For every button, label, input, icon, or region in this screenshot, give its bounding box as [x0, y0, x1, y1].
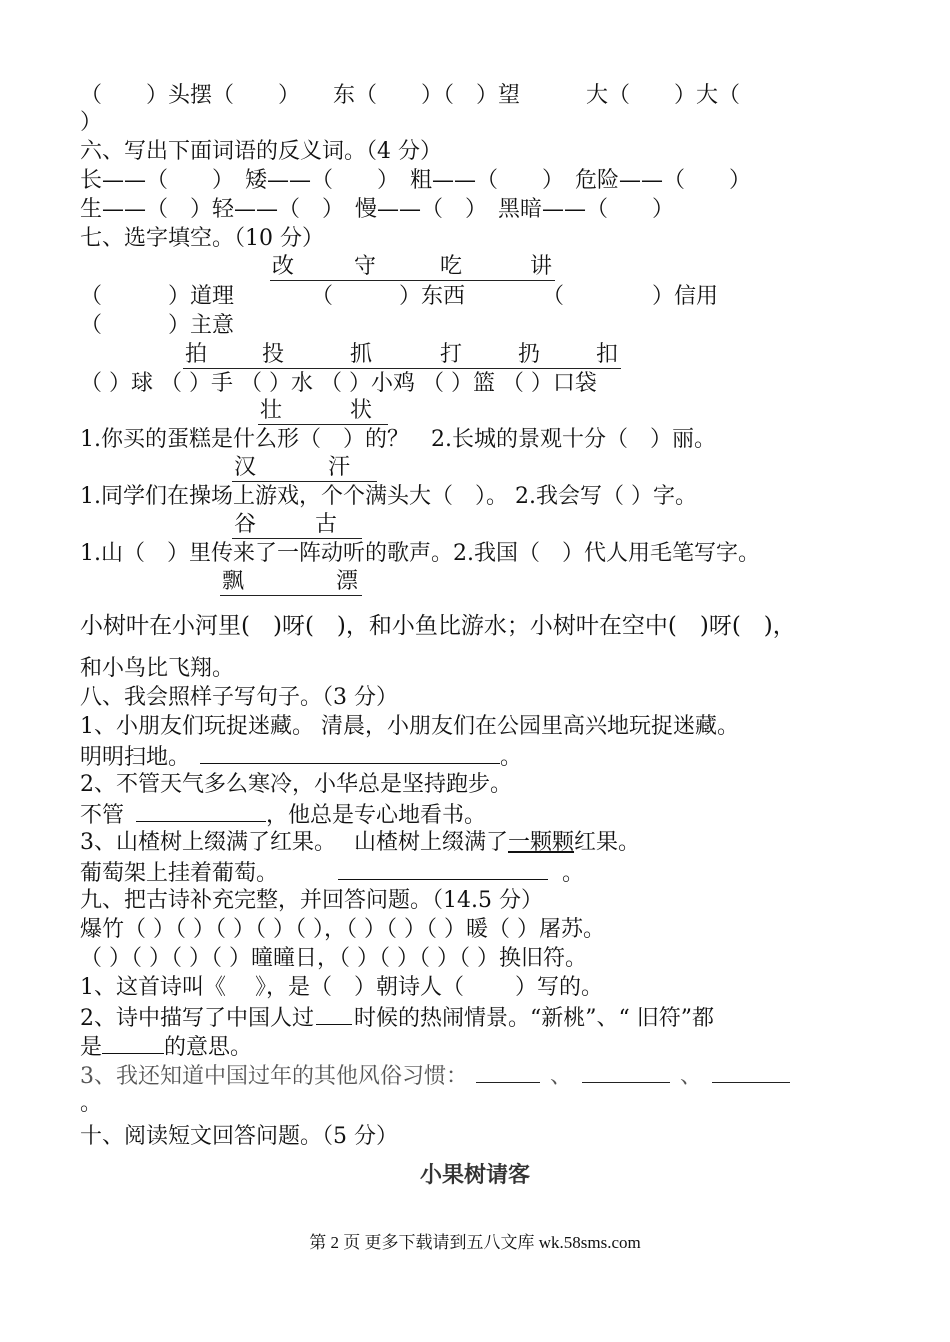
option-underline: [220, 595, 362, 596]
option-underline: [258, 424, 388, 425]
poem-question-3: [80, 1062, 790, 1090]
sentence-example-1: 1、小朋友们玩捉迷藏。 清晨，小朋友们在公园里高兴地玩捉迷藏。: [80, 714, 739, 739]
answer-blank[interactable]: [316, 1004, 352, 1025]
story-title: 小果树请客: [419, 1163, 530, 1188]
sentence-example-3-text: 3、山楂树上缀满了红果。 山楂树上缀满了: [80, 830, 508, 855]
option-char: 古: [315, 512, 338, 537]
option-char: 汉: [234, 455, 257, 480]
fill-row-g6: 小树叶在小河里( )呀( )，和小鱼比游水；小树叶在空中( )呀( )，: [80, 613, 796, 639]
line-q5-row-wrap: ）: [80, 110, 103, 135]
option-char: 壮: [260, 398, 283, 423]
answer-blank[interactable]: [136, 801, 266, 822]
answer-blank[interactable]: [102, 1033, 164, 1054]
fill-row-g6-wrap: 和小鸟比飞翔。: [80, 656, 235, 681]
answer-blank[interactable]: [476, 1062, 540, 1083]
section-6-title: 六、写出下面词语的反义词。（4 分）: [80, 139, 442, 164]
option-char: 扣: [596, 342, 619, 367]
poem-question-2-end: 时候的热闹情景。“新桃”、“ 旧符”都: [354, 1006, 714, 1031]
fill-row-g2: （ ）球 （ ）手 （ ）水 （ ）小鸡 （ ）篮 （ ）口袋: [80, 371, 597, 396]
option-char: 打: [440, 342, 463, 367]
option-char: 状: [350, 398, 373, 423]
section-9-title: 九、把古诗补充完整，并回答问题。（14.5 分）: [80, 888, 543, 913]
answer-blank[interactable]: [200, 743, 500, 764]
poem-question-2-wrap-text: 是: [80, 1035, 103, 1060]
option-underline: [183, 368, 621, 369]
separator: 、: [680, 1064, 703, 1089]
option-underline: [232, 481, 377, 482]
section-10-title: 十、阅读短文回答问题。（5 分）: [80, 1124, 398, 1149]
poem-question-2: [80, 1004, 714, 1032]
antonym-row-2: 生——（ ）轻——（ ） 慢——（ ） 黑暗——（ ）: [80, 197, 675, 222]
fill-row-g3: 1.你买的蛋糕是什么形（ ）的？ 2.长城的景观十分（ ）丽。: [80, 427, 716, 452]
poem-line-1: 爆竹（ ）（ ）（ ）（ ）（ ），（ ）（ ）（ ）暖（ ）屠苏。: [80, 917, 605, 942]
poem-question-2-wrap-end: 的意思。: [164, 1035, 253, 1060]
option-char: 汗: [328, 455, 351, 480]
option-char: 改: [272, 254, 295, 279]
option-char: 讲: [530, 254, 553, 279]
answer-blank[interactable]: [712, 1062, 790, 1083]
fill-row-g1-wrap: （ ）主意: [80, 313, 235, 338]
option-char: 守: [354, 254, 377, 279]
fill-row-g4: 1.同学们在操场上游戏，个个满头大（ ）。 2.我会写（ ）字。: [80, 484, 697, 509]
sentence-task-2: [80, 801, 486, 829]
poem-question-3-wrap: 。: [80, 1091, 103, 1116]
sentence-task-1-text: 明明扫地。: [80, 745, 191, 770]
option-char: 投: [262, 342, 285, 367]
poem-question-2-wrap: [80, 1033, 252, 1061]
sentence-task-1-end: 。: [500, 745, 523, 770]
sentence-task-3-text: 葡萄架上挂着葡萄。: [80, 861, 279, 886]
option-underline: [270, 280, 555, 281]
sentence-example-3-end: 红果。: [574, 830, 641, 855]
sentence-task-2-end: ，他总是专心地看书。: [266, 803, 487, 828]
page-footer: 第 2 页 更多下载请到五八文库 wk.58sms.com: [309, 1233, 641, 1252]
option-char: 谷: [234, 512, 257, 537]
poem-question-3-text: 3、我还知道中国过年的其他风俗习惯：: [80, 1064, 468, 1089]
sentence-task-1: [80, 743, 522, 771]
sentence-task-3-end: 。: [562, 861, 585, 886]
poem-line-2: （ ）（ ）（ ）（ ）曈曈日，（ ）（ ）（ ）（ ）换旧符。: [80, 946, 587, 971]
fill-row-g5: 1.山（ ）里传来了一阵动听的歌声。2.我国（ ）代人用毛笔写字。: [80, 541, 760, 566]
sentence-example-2: 2、不管天气多么寒冷，小华总是坚持跑步。: [80, 772, 512, 797]
option-char: 拍: [185, 342, 208, 367]
sentence-task-3: [80, 859, 584, 887]
answer-blank[interactable]: [582, 1062, 670, 1083]
option-char: 飘: [222, 569, 245, 594]
sentence-example-3: [80, 830, 640, 856]
sentence-task-2-text: 不管: [80, 803, 125, 828]
antonym-row-1: 长——（ ） 矮——（ ） 粗——（ ） 危险——（ ）: [80, 168, 752, 193]
section-7-title: 七、选字填空。（10 分）: [80, 226, 324, 251]
option-underline: [232, 538, 362, 539]
option-char: 扔: [518, 342, 541, 367]
option-char: 漂: [336, 569, 359, 594]
section-8-title: 八、我会照样子写句子。（3 分）: [80, 685, 398, 710]
answer-blank[interactable]: [338, 859, 548, 880]
line-q5-row: （ ）头摆（ ） 东（ ）（ ）望 大（ ）大（: [80, 83, 741, 108]
fill-row-g1: （ ）道理 （ ）东西 （ ）信用: [80, 284, 719, 309]
underlined-phrase: 一颗颗: [508, 830, 575, 855]
separator: 、: [550, 1064, 573, 1089]
poem-question-1: 1、这首诗叫《 》，是（ ）朝诗人（ ）写的。: [80, 975, 603, 1000]
option-char: 抓: [350, 342, 373, 367]
option-char: 吃: [440, 254, 463, 279]
poem-question-2-text: 2、诗中描写了中国人过: [80, 1006, 314, 1031]
